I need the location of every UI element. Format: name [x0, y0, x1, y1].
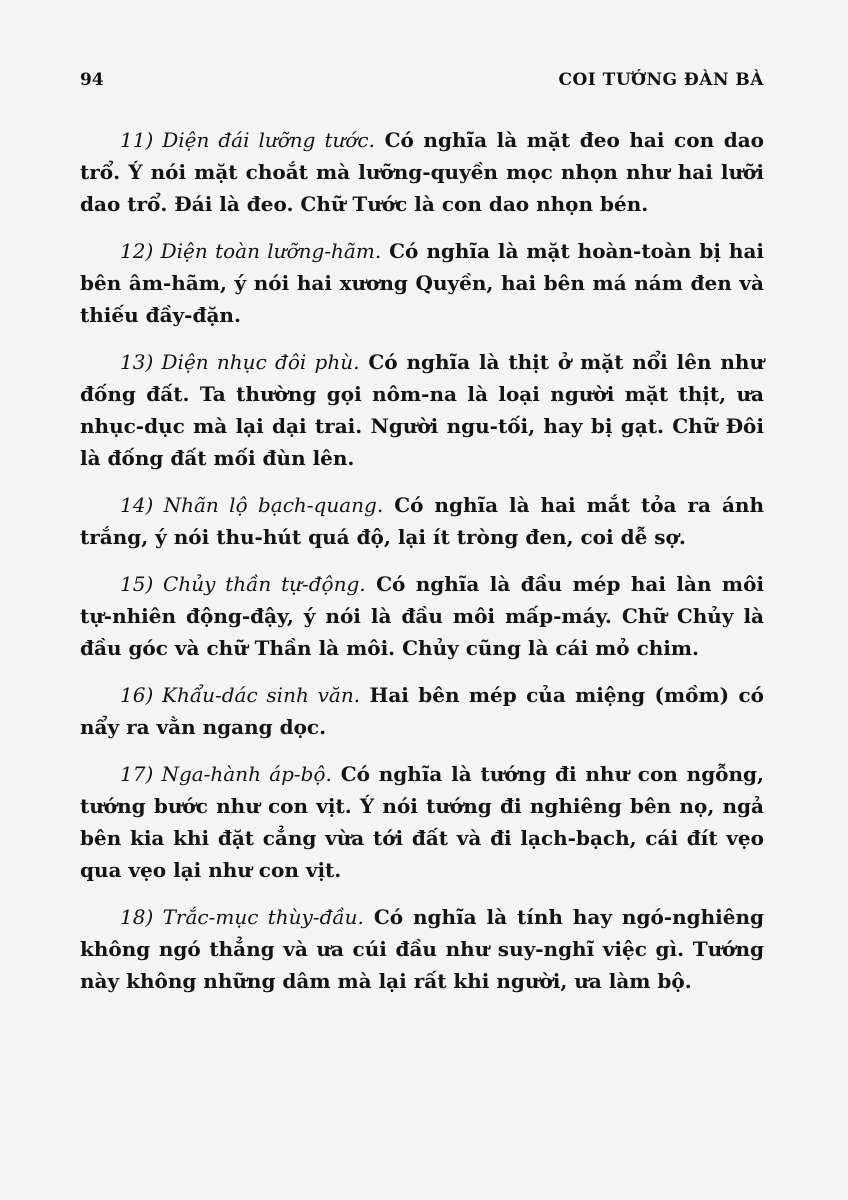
entry-term: 13) Diện nhục đôi phù.	[120, 350, 360, 374]
page-number: 94	[80, 70, 104, 90]
entry-14	[80, 489, 764, 553]
entry-text: Hai bên mép của miệng (mồm) có nẩy ra vằn ngang dọc.	[80, 683, 764, 739]
entry-term: 15) Chủy thần tự-động.	[120, 572, 366, 596]
entry-13	[80, 346, 764, 474]
entry-18	[80, 901, 764, 997]
entry-term: 12) Diện toàn lưỡng-hãm.	[120, 239, 382, 263]
entry-text: Có nghĩa là mặt đeo hai con dao trổ. Ý nói mặt choắt mà lưỡng-quyền mọc nhọn như hai lưỡi dao trổ. Đái là đeo. Chữ Tước là con dao nhọn bén.	[80, 128, 764, 216]
running-title: COI TƯỚNG ĐÀN BÀ	[558, 70, 764, 90]
entry-text: Có nghĩa là tướng đi như con ngỗng, tướng bước như con vịt. Ý nói tướng đi nghiêng bên nọ, ngả bên kia khi đặt cẳng vừa tới đất và đi lạch-bạch, cái đít vẹo qua vẹo lại như con vịt.	[80, 762, 765, 882]
entry-term: 11) Diện đái lưỡng tước.	[120, 128, 375, 152]
entry-term: 14) Nhãn lộ bạch-quang.	[120, 493, 384, 517]
entry-term: 17) Nga-hành áp-bộ.	[120, 762, 332, 786]
entry-12	[80, 235, 764, 331]
entry-term: 16) Khẩu-dác sinh văn.	[120, 683, 361, 707]
entry-text: Có nghĩa là hai mắt tỏa ra ánh trắng, ý nói thu-hút quá độ, lại ít tròng đen, coi dễ sợ.	[80, 493, 764, 549]
entry-11	[80, 124, 764, 220]
entry-text: Có nghĩa là tính hay ngó-nghiêng không ngó thẳng và ưa cúi đầu như suy-nghĩ việc gì. Tướng này không những dâm mà lại rất khi người, ưa làm bộ.	[80, 905, 764, 993]
page-body	[80, 124, 764, 1012]
entry-text: Có nghĩa là thịt ở mặt nổi lên như đống đất. Ta thường gọi nôm-na là loại người mặt thịt, ưa nhục-dục mà lại dại trai. Người ngu-tối, hay bị gạt. Chữ Đôi là đống đất mối đùn lên.	[80, 350, 765, 470]
entry-15	[80, 568, 764, 664]
page-header	[80, 70, 764, 98]
entry-text: Có nghĩa là mặt hoàn-toàn bị hai bên âm-hãm, ý nói hai xương Quyền, hai bên má nám đen và thiếu đầy-đặn.	[80, 239, 764, 327]
entry-17	[80, 758, 764, 886]
entry-16	[80, 679, 764, 743]
entry-term: 18) Trắc-mục thùy-đầu.	[120, 905, 364, 929]
entry-text: Có nghĩa là đầu mép hai làn môi tự-nhiên động-đậy, ý nói là đầu môi mấp-máy. Chữ Chủy là đầu góc và chữ Thần là môi. Chủy cũng là cái mỏ chim.	[80, 572, 765, 660]
